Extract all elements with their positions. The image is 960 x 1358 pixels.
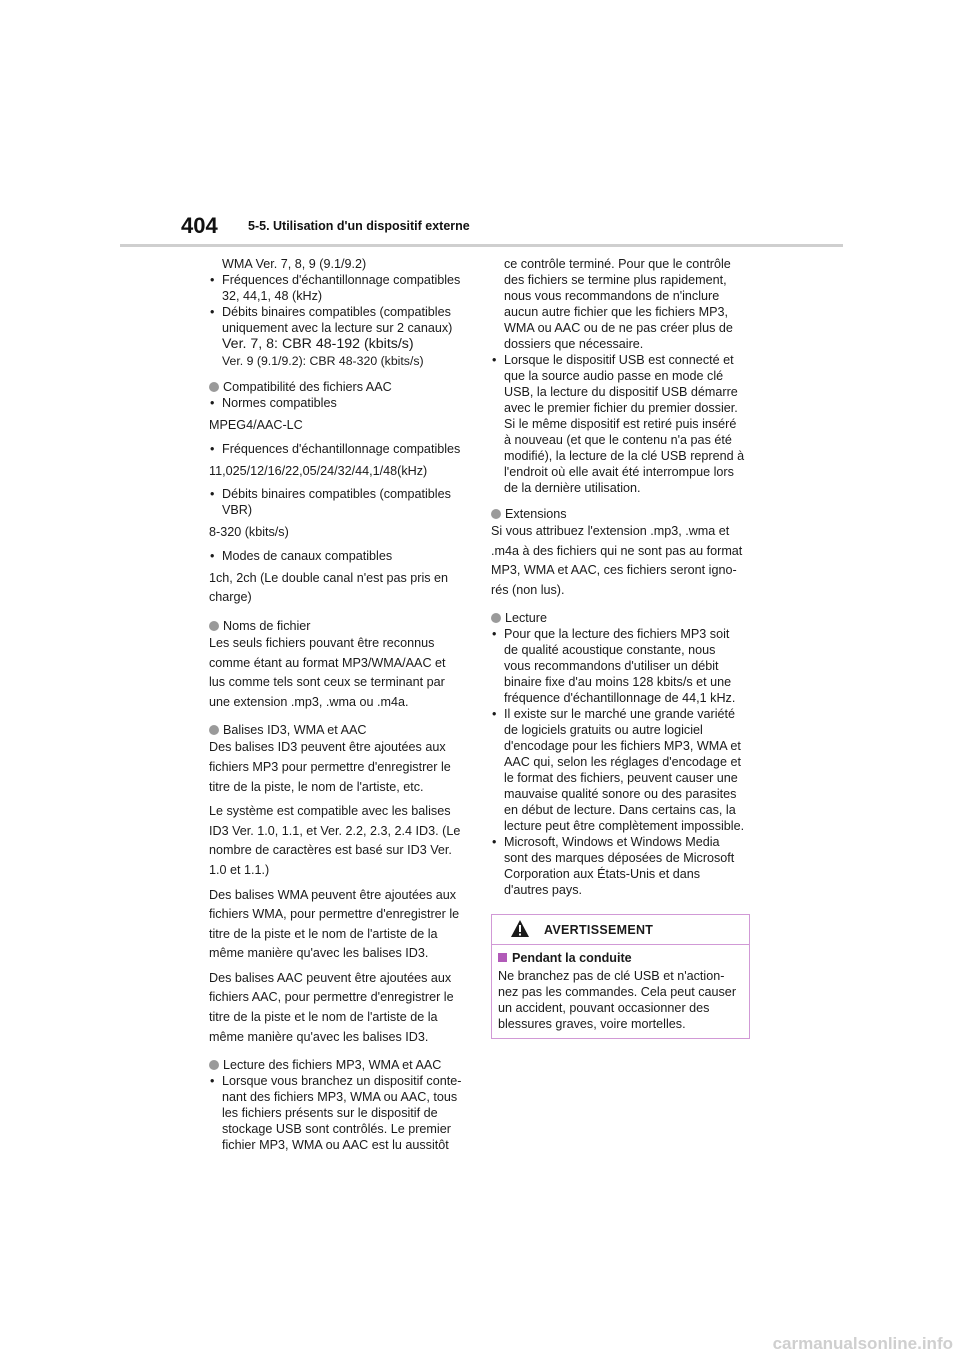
bullet-line: de logiciels gratuits ou autre logiciel: [504, 723, 703, 738]
paragraph-line: Des balises AAC peuvent être ajoutées aux: [209, 970, 452, 985]
tags-heading: Balises ID3, WMA et AAC: [209, 722, 471, 738]
bullet-line: fichier MP3, WMA ou AAC est lu aussitôt: [222, 1138, 449, 1153]
paragraph-line: une extension .mp3, .wma ou .m4a.: [209, 694, 409, 709]
filenames-heading: Noms de fichier: [209, 618, 471, 634]
paragraph-line: blessures graves, voire mortelles.: [498, 1017, 686, 1031]
aac-channel-line2: charge): [209, 590, 252, 605]
bullet-line: • Lorsque le dispositif USB est connecté et: [504, 353, 734, 367]
section-title: 5-5. Utilisation d'un dispositif externe: [248, 219, 470, 233]
bullet-line: d'encodage pour les fichiers MP3, WMA et: [504, 739, 741, 754]
warning-subheading: Pendant la conduite: [498, 950, 743, 966]
bullet-line: dossiers que nécessaire.: [504, 337, 644, 351]
bullet-line: des fichiers se termine plus rapidement,: [504, 273, 727, 287]
paragraph-line: titre de la piste, le nom de l'artiste, etc.: [209, 779, 424, 794]
bullet-line: aucun autre fichier que les fichiers MP3,: [504, 305, 729, 319]
list-item: [491, 706, 753, 834]
bullet-line: le format des fichiers, peuvent causer une: [504, 771, 738, 786]
wma-bitrate-bullet-cont: uniquement avec la lecture sur 2 canaux): [222, 321, 453, 335]
paragraph-line: lus comme tels sont ceux se terminant par: [209, 675, 445, 690]
wma-versions: WMA Ver. 7, 8, 9 (9.1/9.2): [222, 257, 367, 271]
list-item: • Fréquences d'échantillonnage compatibles: [209, 441, 471, 457]
bullet-line: • Pour que la lecture des fichiers MP3 soit: [504, 627, 730, 642]
list-item: [209, 486, 471, 518]
bullet-line: WMA ou AAC ou de ne pas créer plus de: [504, 321, 733, 335]
bullet-line: de qualité acoustique constante, nous: [504, 643, 716, 658]
bullet-line: Corporation aux États-Unis et dans: [504, 867, 701, 882]
aac-bitrate-bullet: • Débits binaires compatibles (compatibles: [222, 487, 451, 502]
bullet-line: lecture peut être complètement impossible.: [504, 819, 745, 834]
bullet-line: que la source audio passe en mode clé: [504, 369, 724, 383]
extensions-heading: Extensions: [491, 506, 753, 522]
continuation-block: [491, 256, 753, 352]
paragraph-line: fichiers WMA, pour permettre d'enregistrer le: [209, 907, 460, 922]
paragraph-line: titre de la piste et le nom de l'artiste de la: [209, 926, 438, 941]
warning-label: AVERTISSEMENT: [544, 923, 654, 937]
aac-bitrate-bullet-cont: VBR): [222, 503, 253, 518]
bullet-line: d'autres pays.: [504, 883, 583, 898]
list-item: [491, 626, 753, 706]
paragraph-line: Les seuls fichiers pouvant être reconnus: [209, 635, 435, 650]
bullet-line: en début de lecture. Dans certains cas, la: [504, 803, 736, 818]
bullet-line: AAC qui, selon les réglages d'encodage et: [504, 755, 741, 770]
page-number: 404: [181, 213, 218, 238]
paragraph-line: fichiers AAC, pour permettre d'enregistrer le: [209, 990, 454, 1005]
paragraph-line: nez pas les commandes. Cela peut causer: [498, 985, 737, 999]
watermark: carmanualsonline.info: [772, 1334, 953, 1353]
paragraph-line: Ne branchez pas de clé USB et n'action-: [498, 969, 725, 983]
paragraph-line: 1.0 et 1.1.): [209, 862, 270, 877]
wma-bitrate-ver78: Ver. 7, 8: CBR 48-192 (kbits/s): [222, 336, 414, 352]
bullet-line: à nouveau (et que le contenu n'a pas été: [504, 433, 732, 447]
list-item: [209, 272, 471, 304]
paragraph-line: même manière qu'avec les balises ID3.: [209, 1029, 429, 1044]
paragraph-line: fichiers MP3 pour permettre d'enregistrer le: [209, 759, 451, 774]
bullet-line: stockage USB sont contrôlés. Le premier: [222, 1122, 451, 1137]
paragraph-line: titre de la piste et le nom de l'artiste de la: [209, 1010, 438, 1025]
list-item: [491, 352, 753, 496]
aac-channel-line1: 1ch, 2ch (Le double canal n'est pas pris en: [209, 570, 449, 585]
wma-freq-values: 32, 44,1, 48 (kHz): [222, 289, 323, 303]
right-column: [491, 256, 753, 898]
lecture-heading: Lecture: [491, 610, 753, 626]
paragraph-line: MP3, WMA et AAC, ces fichiers seront igno-: [491, 563, 737, 578]
bullet-line: Si le même dispositif est retiré puis inséré: [504, 417, 737, 431]
warning-body: [492, 945, 749, 1032]
bullet-line: l'endroit où elle avait été interrompue lors: [504, 465, 734, 479]
aac-heading: Compatibilité des fichiers AAC: [209, 379, 471, 395]
list-item: [491, 834, 753, 898]
bullet-line: fréquence d'échantillonnage de 44,1 kHz.: [504, 691, 736, 706]
paragraph-line: Le système est compatible avec les balises: [209, 804, 451, 819]
bullet-line: binaire fixe d'au moins 128 kbits/s et une: [504, 675, 732, 690]
paragraph-line: un accident, pouvant occasionner des: [498, 1001, 710, 1015]
list-item: • Modes de canaux compatibles: [209, 548, 471, 564]
bullet-line: avec le premier fichier du premier dossier.: [504, 401, 738, 415]
bullet-line: • Microsoft, Windows et Windows Media: [504, 835, 720, 850]
paragraph-line: même manière qu'avec les balises ID3.: [209, 946, 429, 961]
paragraph-line: ID3 Ver. 1.0, 1.1, et Ver. 2.2, 2.3, 2.4 ID3. (Le: [209, 823, 461, 838]
bullet-line: nous vous recommandons de n'inclure: [504, 289, 720, 303]
list-item: • Normes compatibles: [209, 395, 471, 411]
list-item: [209, 1073, 471, 1153]
bullet-line: de la dernière utilisation.: [504, 481, 641, 495]
bullet-line: • Il existe sur le marché une grande variété: [504, 707, 736, 722]
paragraph-line: nombre de caractères est basé sur ID3 Ver.: [209, 843, 452, 858]
paragraph-line: .m4a à des fichiers qui ne sont pas au format: [491, 543, 743, 558]
bullet-line: • Lorsque vous branchez un dispositif conte-: [222, 1074, 462, 1089]
left-column: [209, 256, 471, 1153]
bullet-line: vous recommandons d'utiliser un débit: [504, 659, 719, 674]
wma-freq-bullet: • Fréquences d'échantillonnage compatibles: [222, 273, 461, 287]
paragraph-line: Des balises WMA peuvent être ajoutées aux: [209, 887, 457, 902]
wma-bitrate-ver9: Ver. 9 (9.1/9.2): CBR 48-320 (kbits/s): [222, 354, 424, 368]
playback-heading: Lecture des fichiers MP3, WMA et AAC: [209, 1057, 471, 1073]
paragraph-line: rés (non lus).: [491, 582, 565, 597]
list-item: [209, 304, 471, 336]
bullet-line: mauvaise qualité sonore ou des parasites: [504, 787, 737, 802]
wma-bitrate-bullet: • Débits binaires compatibles (compatibles: [222, 305, 451, 319]
warning-triangle-icon: [510, 919, 530, 943]
aac-standards-value: MPEG4/AAC-LC: [209, 418, 303, 432]
paragraph-line: Des balises ID3 peuvent être ajoutées aux: [209, 740, 446, 755]
paragraph-line: Si vous attribuez l'extension .mp3, .wma et: [491, 524, 730, 538]
bullet-line: USB, la lecture du dispositif USB démarre: [504, 385, 738, 399]
aac-freq-value: 11,025/12/16/22,05/24/32/44,1/48(kHz): [209, 463, 428, 478]
bullet-line: ce contrôle terminé. Pour que le contrôle: [504, 257, 731, 271]
header-rule: [120, 244, 843, 247]
warning-box: [491, 914, 750, 1039]
bullet-line: les fichiers présents sur le dispositif de: [222, 1106, 438, 1121]
paragraph-line: comme étant au format MP3/WMA/AAC et: [209, 655, 446, 670]
bullet-line: nant des fichiers MP3, WMA ou AAC, tous: [222, 1090, 458, 1105]
bullet-line: modifié), la lecture de la clé USB reprend à: [504, 449, 745, 463]
warning-header: [492, 915, 749, 945]
bullet-line: sont des marques déposées de Microsoft: [504, 851, 735, 866]
aac-bitrate-value: 8-320 (kbits/s): [209, 525, 289, 540]
